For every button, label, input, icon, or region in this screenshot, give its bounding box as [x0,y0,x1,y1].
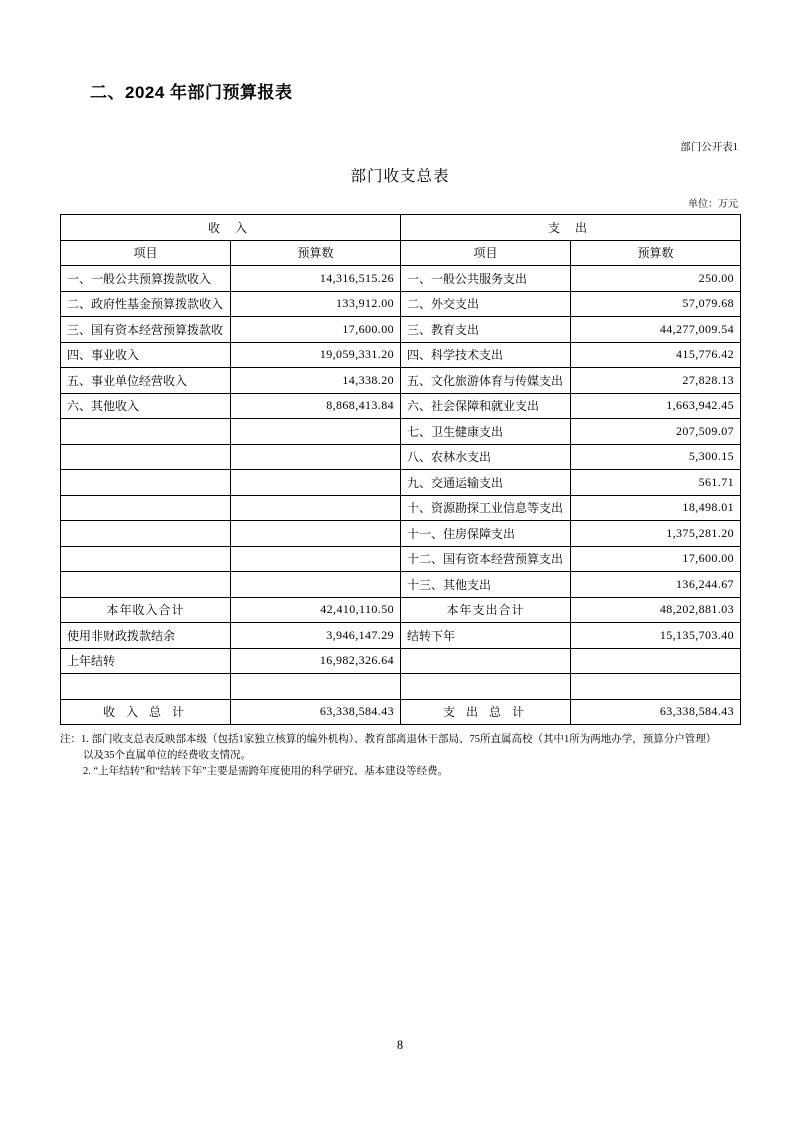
table-row [61,444,741,470]
expense-item: 六、社会保障和就业支出 [401,393,571,419]
expense-value: 415,776.42 [571,342,741,368]
unit-label: 单位：万元 [688,199,738,210]
expense-value [571,674,741,700]
income-item [61,546,231,572]
expense-value: 5,300.15 [571,444,741,470]
income-item [61,674,231,700]
income-item [61,419,231,445]
table-row [61,623,741,649]
expense-value: 1,663,942.45 [571,393,741,419]
table-group-header-row [61,215,741,241]
table-row [61,342,741,368]
income-item [61,470,231,496]
income-item [61,572,231,598]
table-row [61,521,741,547]
expense-total-value: 63,338,584.43 [571,699,741,725]
expense-value: 1,375,281.20 [571,521,741,547]
income-value: 8,868,413.84 [231,393,401,419]
income-item: 六、其他收入 [61,393,231,419]
column-header-income-value: 预算数 [231,240,401,266]
table-row [61,495,741,521]
expense-item: 结转下年 [401,623,571,649]
income-value: 3,946,147.29 [231,623,401,649]
group-header-income: 收 入 [61,215,401,241]
table-row [61,648,741,674]
income-item: 二、政府性基金预算拨款收入 [61,291,231,317]
table-row [61,572,741,598]
expense-total-label: 支 出 总 计 [401,699,571,725]
expense-value: 136,244.67 [571,572,741,598]
expense-subtotal-label: 本年支出合计 [401,597,571,623]
table-row [61,393,741,419]
column-header-expense-value: 预算数 [571,240,741,266]
income-value [231,470,401,496]
column-header-income-item: 项目 [61,240,231,266]
expense-value: 57,079.68 [571,291,741,317]
note-line-1: 注：1. 部门收支总表反映部本级（包括1家独立核算的编外机构）、教育部离退休干部局、75所直属高校（其中1所为两地办学，预算分户管理） [60,734,717,745]
expense-subtotal-value: 48,202,881.03 [571,597,741,623]
income-total-value: 63,338,584.43 [231,699,401,725]
expense-value: 250.00 [571,266,741,292]
income-item [61,495,231,521]
income-subtotal-value: 42,410,110.50 [231,597,401,623]
table-row [61,674,741,700]
income-total-label: 收 入 总 计 [61,699,231,725]
table-row [61,470,741,496]
table-subtotal-row [61,597,741,623]
group-header-expense: 支 出 [401,215,741,241]
income-item [61,521,231,547]
income-value: 14,338.20 [231,368,401,394]
expense-item: 一、一般公共服务支出 [401,266,571,292]
page-title: 二、2024 年部门预算报表 [90,83,293,102]
expense-value: 44,277,009.54 [571,317,741,343]
income-value [231,546,401,572]
expense-value: 27,828.13 [571,368,741,394]
income-value [231,674,401,700]
expense-item: 十、资源勘探工业信息等支出 [401,495,571,521]
income-value [231,419,401,445]
expense-value: 561.71 [571,470,741,496]
table-row [61,317,741,343]
table-grand-total-row [61,699,741,725]
table-row [61,419,741,445]
expense-item: 三、教育支出 [401,317,571,343]
income-value [231,495,401,521]
table-row [61,266,741,292]
expense-item: 十一、住房保障支出 [401,521,571,547]
income-value: 19,059,331.20 [231,342,401,368]
income-value [231,444,401,470]
column-header-expense-item: 项目 [401,240,571,266]
income-item [61,444,231,470]
table-notes [60,732,750,779]
income-subtotal-label: 本年收入合计 [61,597,231,623]
expense-value: 15,135,703.40 [571,623,741,649]
expense-value [571,648,741,674]
income-value: 14,316,515.26 [231,266,401,292]
expense-item: 九、交通运输支出 [401,470,571,496]
income-item: 四、事业收入 [61,342,231,368]
expense-item: 五、文化旅游体育与传媒支出 [401,368,571,394]
page-number: 8 [396,1038,404,1052]
expense-item: 八、农林水支出 [401,444,571,470]
note-line-1b: 以及35个直属单位的经费收支情况。 [83,749,251,761]
expense-item: 四、科学技术支出 [401,342,571,368]
expense-item: 十三、其他支出 [401,572,571,598]
expense-item: 二、外交支出 [401,291,571,317]
expense-value: 17,600.00 [571,546,741,572]
income-item: 一、一般公共预算拨款收入 [61,266,231,292]
income-item: 上年结转 [61,648,231,674]
income-item: 三、国有资本经营预算拨款收 [61,317,231,343]
expense-item: 十二、国有资本经营预算支出 [401,546,571,572]
income-value [231,521,401,547]
income-value: 16,982,326.64 [231,648,401,674]
income-value [231,572,401,598]
income-value: 133,912.00 [231,291,401,317]
table-title: 部门收支总表 [350,168,450,185]
sheet-label: 部门公开表1 [680,142,738,153]
budget-summary-table [60,214,741,725]
table-row [61,291,741,317]
income-item: 五、事业单位经营收入 [61,368,231,394]
expense-value: 207,509.07 [571,419,741,445]
income-value: 17,600.00 [231,317,401,343]
table-row [61,546,741,572]
income-item: 使用非财政拨款结余 [61,623,231,649]
note-line-2: 2. “上年结转”和“结转下年”主要是需跨年度使用的科学研究、基本建设等经费。 [83,765,449,777]
expense-item: 七、卫生健康支出 [401,419,571,445]
expense-item [401,674,571,700]
table-row [61,368,741,394]
expense-value: 18,498.01 [571,495,741,521]
expense-item [401,648,571,674]
table-column-header-row [61,240,741,266]
